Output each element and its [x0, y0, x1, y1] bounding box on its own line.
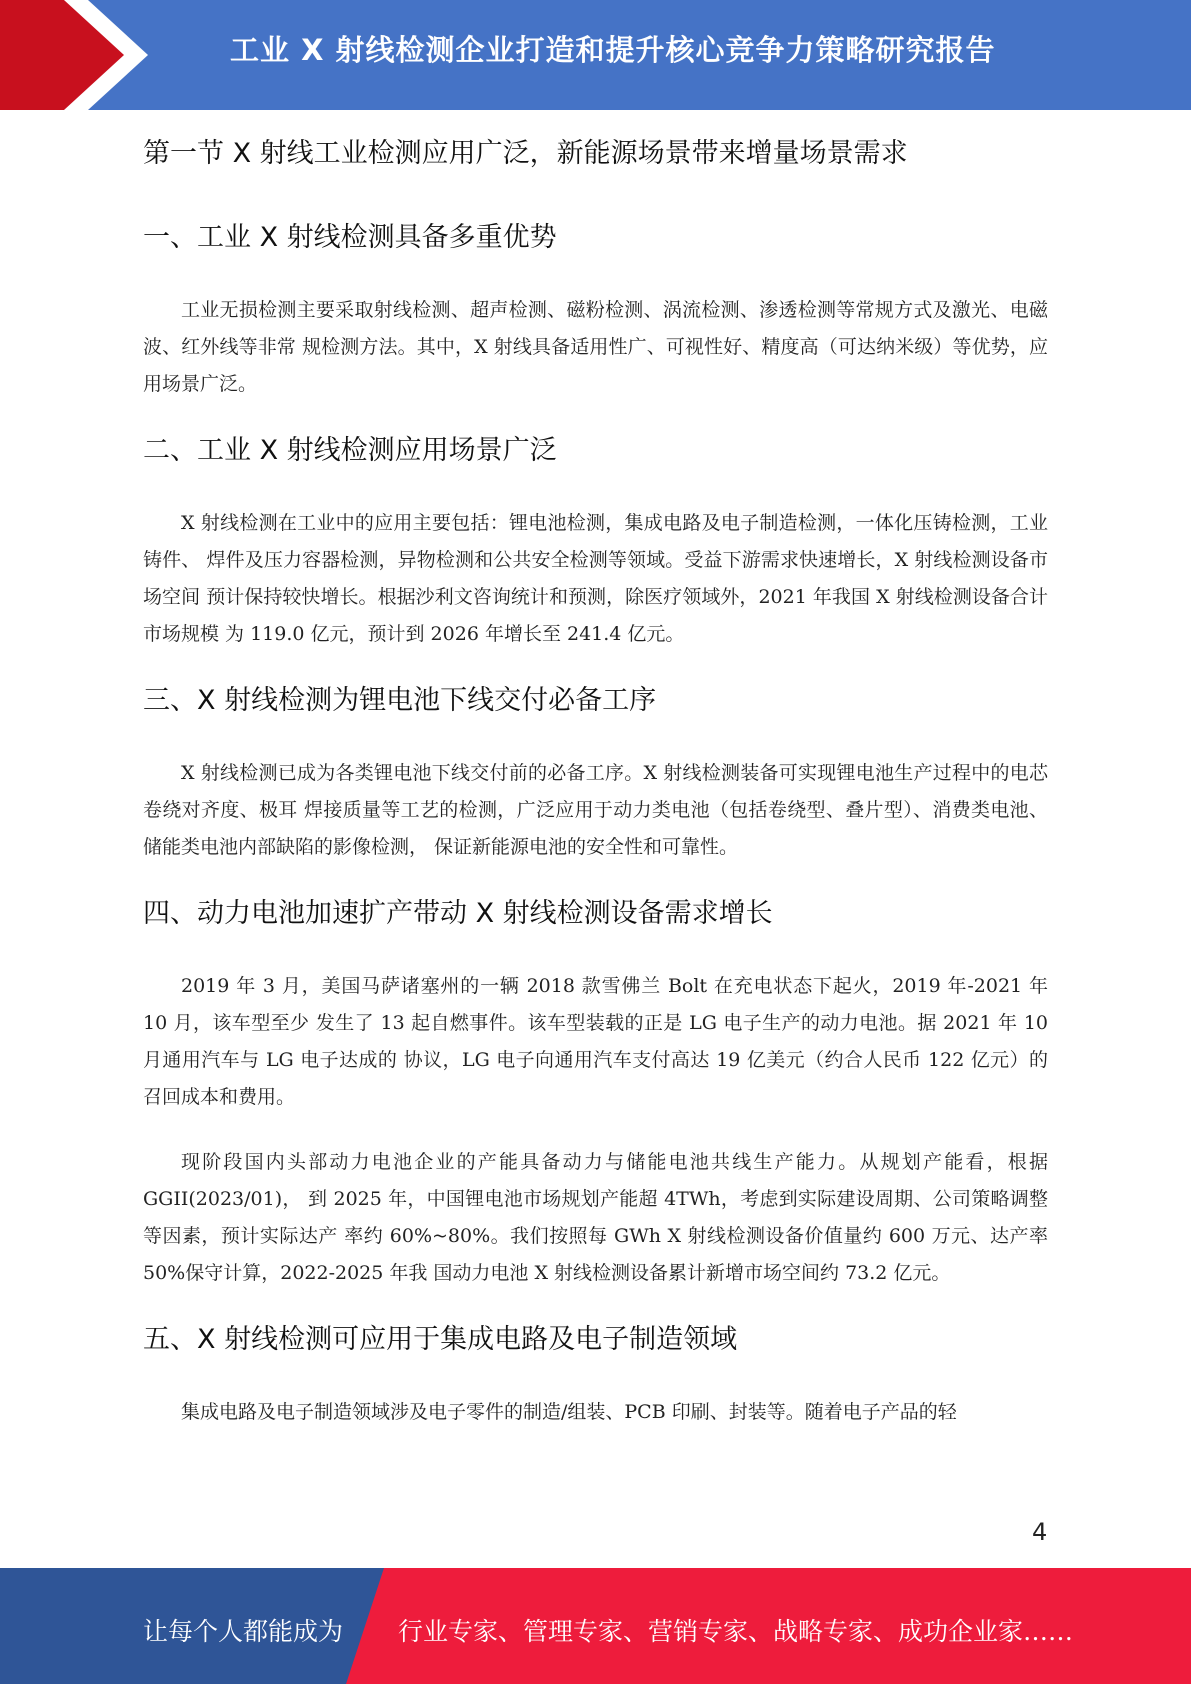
section-heading: 五、X 射线检测可应用于集成电路及电子制造领域: [143, 1324, 738, 1355]
page-footer: [0, 1568, 1191, 1684]
page-header: [0, 0, 1191, 110]
footer-slogan-right: 行业专家、管理专家、营销专家、战略专家、成功企业家……: [398, 1617, 1074, 1646]
page-number: 4: [1032, 1518, 1048, 1546]
section-heading: 四、动力电池加速扩产带动 X 射线检测设备需求增长: [143, 898, 773, 929]
body-paragraph: 现阶段国内头部动力电池企业的产能具备动力与储能电池共线生产能力。从规划产能看，根据 GGII(2023/01)， 到 2025 年，中国锂电池市场规划产能超 4TWh，考虑到实际建设周期、公司策略调整等因素，预计实际达产 率约 60%~80%。我们按照每 GWh X 射线检测设备价值量约 600 万元、达产率 50%保守计算，2022-2025 年我 国动力电池 X 射线检测设备累计新增市场空间约 73.2 亿元。: [143, 1151, 1048, 1284]
page-content: [143, 130, 1048, 1459]
section-3: [143, 681, 1048, 866]
body-paragraph: 集成电路及电子制造领域涉及电子零件的制造/组装、PCB 印刷、封装等。随着电子产品的轻: [181, 1401, 957, 1423]
chapter-title: 第一节 X 射线工业检测应用广泛，新能源场景带来增量场景需求: [143, 138, 908, 169]
section-5: [143, 1320, 1048, 1431]
body-paragraph: X 射线检测已成为各类锂电池下线交付前的必备工序。X 射线检测装备可实现锂电池生产过程中的电芯卷绕对齐度、极耳 焊接质量等工艺的检测，广泛应用于动力类电池（包括卷绕型、叠片型）、消费类电池、储能类电池内部缺陷的影像检测， 保证新能源电池的安全性和可靠性。: [143, 762, 1048, 858]
body-paragraph: 工业无损检测主要采取射线检测、超声检测、磁粉检测、涡流检测、渗透检测等常规方式及激光、电磁波、红外线等非常 规检测方法。其中，X 射线具备适用性广、可视性好、精度高（可达纳米级）等优势，应用场景广泛。: [143, 299, 1048, 395]
section-heading: 三、X 射线检测为锂电池下线交付必备工序: [143, 685, 657, 716]
body-paragraph: X 射线检测在工业中的应用主要包括：锂电池检测，集成电路及电子制造检测，一体化压铸检测，工业铸件、 焊件及压力容器检测，异物检测和公共安全检测等领域。受益下游需求快速增长，X 射线检测设备市场空间 预计保持较快增长。根据沙利文咨询统计和预测，除医疗领域外，2021 年我国 X 射线检测设备合计市场规模 为 119.0 亿元，预计到 2026 年增长至 241.4 亿元。: [143, 512, 1048, 645]
footer-slogan-left: 让每个人都能成为: [143, 1617, 344, 1646]
report-title: 工业 X 射线检测企业打造和提升核心竞争力策略研究报告: [230, 33, 996, 67]
section-heading: 二、工业 X 射线检测应用场景广泛: [143, 435, 557, 466]
section-1: [143, 218, 1048, 403]
section-heading: 一、工业 X 射线检测具备多重优势: [143, 222, 557, 253]
body-paragraph: 2019 年 3 月，美国马萨诸塞州的一辆 2018 款雪佛兰 Bolt 在充电状态下起火，2019 年-2021 年 10 月，该车型至少 发生了 13 起自燃事件。该车型装载的正是 LG 电子生产的动力电池。据 2021 年 10 月通用汽车与 LG 电子达成的 协议，LG 电子向通用汽车支付高达 19 亿美元（约合人民币 122 亿元）的召回成本和费用。: [143, 975, 1048, 1108]
section-2: [143, 431, 1048, 653]
section-4: [143, 894, 1048, 1292]
